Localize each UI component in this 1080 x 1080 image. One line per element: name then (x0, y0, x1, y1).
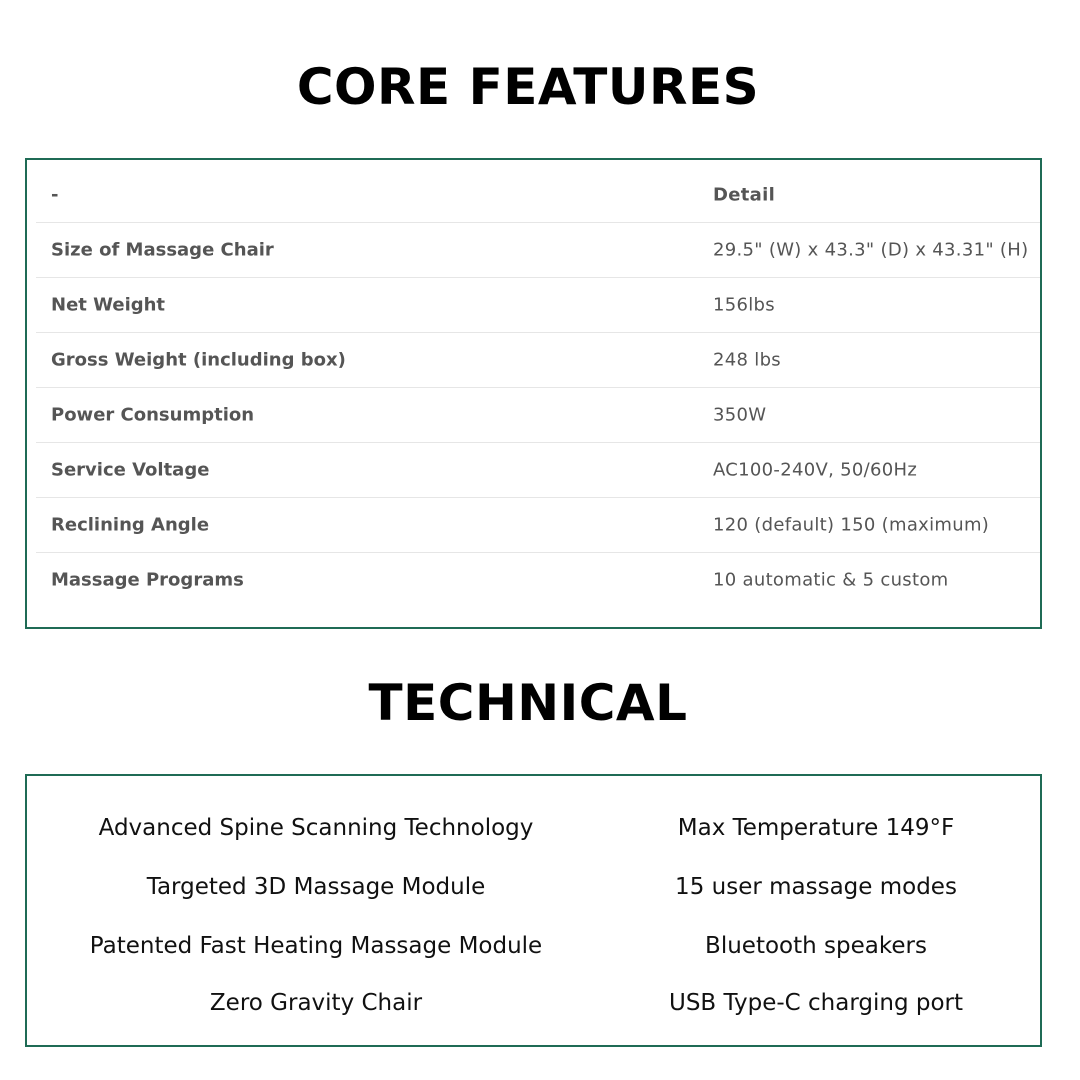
spec-label: Net Weight (51, 294, 166, 316)
tech-feature: USB Type-C charging port (668, 990, 964, 1016)
spec-value: AC100-240V, 50/60Hz (713, 459, 918, 481)
spec-row-voltage (36, 443, 1042, 498)
spec-label: Service Voltage (51, 459, 210, 481)
tech-feature: Patented Fast Heating Massage Module (89, 933, 543, 959)
technical-features-box (25, 774, 1042, 1047)
spec-value: 29.5" (W) x 43.3" (D) x 43.31" (H) (713, 239, 1029, 261)
spec-label: Massage Programs (51, 569, 244, 591)
spec-row-programs (36, 553, 1042, 607)
spec-table (36, 168, 1042, 607)
spec-row-size (36, 223, 1042, 278)
spec-label: Power Consumption (51, 404, 255, 426)
spec-label: Reclining Angle (51, 514, 210, 536)
spec-value: 156lbs (713, 294, 775, 316)
tech-feature: Advanced Spine Scanning Technology (98, 815, 534, 841)
core-features-title: CORE FEATURES (296, 58, 760, 116)
spec-row-reclining (36, 498, 1042, 553)
spec-label: Size of Massage Chair (51, 239, 274, 261)
tech-feature: Targeted 3D Massage Module (146, 874, 486, 900)
technical-title: TECHNICAL (368, 674, 688, 732)
spec-row-gross-weight (36, 333, 1042, 388)
spec-value: 350W (713, 404, 767, 426)
spec-row-power (36, 388, 1042, 443)
tech-feature: Zero Gravity Chair (209, 990, 423, 1016)
spec-header-label: - (51, 184, 59, 206)
spec-row-net-weight (36, 278, 1042, 333)
tech-feature: 15 user massage modes (675, 874, 957, 900)
spec-value: 10 automatic & 5 custom (713, 569, 949, 591)
spec-label: Gross Weight (including box) (51, 349, 346, 371)
core-features-table (25, 158, 1042, 629)
tech-feature: Bluetooth speakers (705, 933, 927, 959)
technical-grid (27, 776, 1040, 1045)
tech-feature: Max Temperature 149°F (677, 815, 955, 841)
spec-value: 248 lbs (713, 349, 781, 371)
spec-value: 120 (default) 150 (maximum) (713, 514, 990, 536)
spec-header-row (36, 168, 1042, 223)
spec-header-value: Detail (713, 184, 776, 206)
